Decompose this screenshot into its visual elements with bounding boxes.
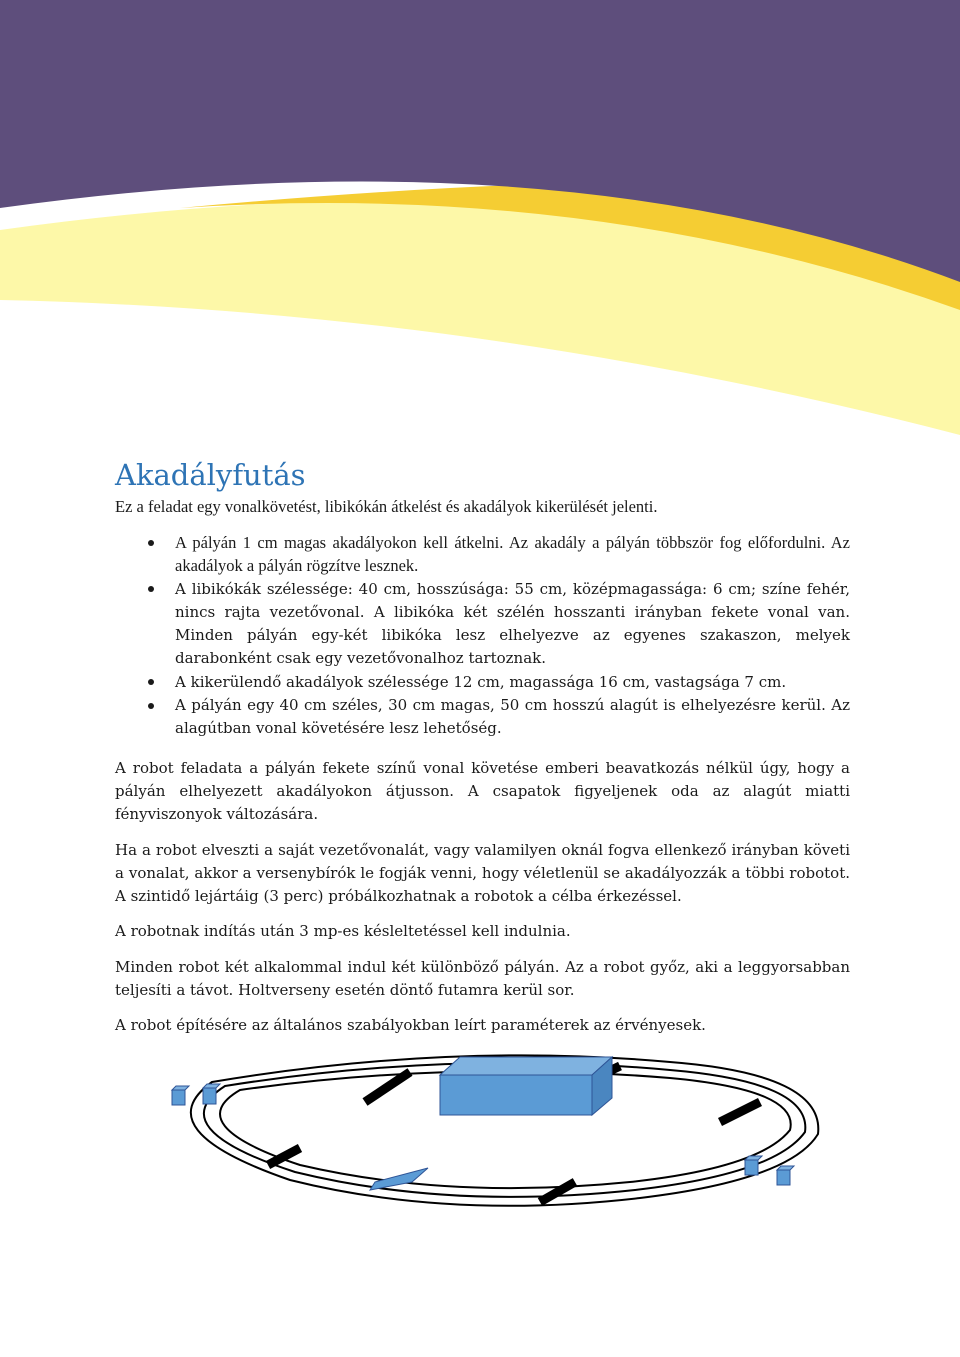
obstacle-bar	[720, 1102, 760, 1122]
header-decoration	[0, 0, 960, 440]
rule-item: A libikókák szélessége: 40 cm, hosszúsága: 55 cm, középmagassága: 6 cm; színe fehér, nincs rajta vezetővonal. A libikóka két szélén hosszanti irányban fekete vonal van. Minden pályán egy-két libikóka lesz elhelyezve az egyenes szakaszon, melyek darabonként csak egy vezetővonalhoz tartoznak.	[115, 578, 850, 671]
paragraph: A robotnak indítás után 3 mp-es késleltetéssel kell indulnia.	[115, 922, 571, 941]
paragraph: Ha a robot elveszti a saját vezetővonalát, vagy valamilyen oknál fogva ellenkező irányban követi a vonalat, akkor a versenybírók le fogják venni, hogy véletlenül se akadályozzák a többi robotot. A szintidő lejártáig (3 perc) próbálkozhatnak a robotok a célba érkezéssel.	[115, 840, 850, 906]
paragraph: A robot építésére az általános szabályokban leírt paraméterek az érvényesek.	[115, 1016, 706, 1035]
rule-item: A pályán 1 cm magas akadályokon kell átkelni. Az akadály a pályán többször fog előfordulni. Az akadályok a pályán rögzítve lesznek.	[115, 531, 850, 578]
rule-item: A kikerülendő akadályok szélessége 12 cm, magassága 16 cm, vastagsága 7 cm.	[115, 671, 850, 694]
obstacle-bar	[540, 1182, 575, 1202]
track-illustration	[150, 1050, 820, 1220]
tunnel	[440, 1057, 612, 1115]
page-title: Akadályfutás	[115, 458, 306, 492]
paragraph: Minden robot két alkalommal indul két különböző pályán. Az a robot győz, aki a leggyorsabban teljesíti a távot. Holtverseny esetén döntő futamra kerül sor.	[115, 957, 850, 1000]
rule-item: A pályán egy 40 cm széles, 30 cm magas, 50 cm hosszú alagút is elhelyezésre kerül. Az alagútban vonal követésére lesz lehetőség.	[115, 694, 850, 741]
rules-list	[115, 531, 850, 741]
intro-text: Ez a feladat egy vonalkövetést, libikókán átkelést és akadályok kikerülését jelenti.	[115, 497, 658, 516]
paragraph: A robot feladata a pályán fekete színű vonal követése emberi beavatkozás nélkül úgy, hogy a pályán elhelyezett akadályokon átjusson. A csapatok figyeljenek oda az alagút miatti fényviszonyok változására.	[115, 758, 850, 824]
main-content	[115, 455, 850, 1050]
